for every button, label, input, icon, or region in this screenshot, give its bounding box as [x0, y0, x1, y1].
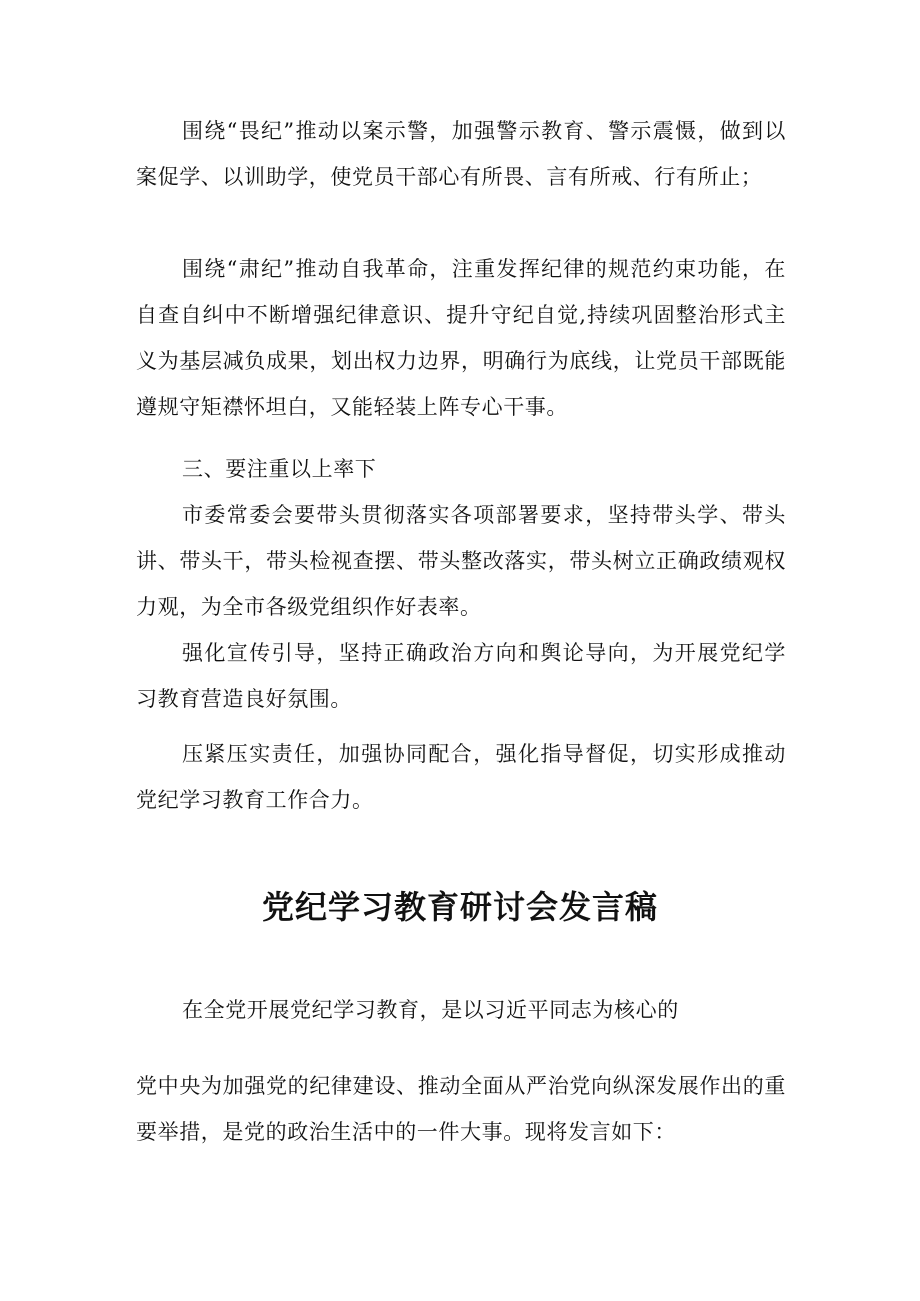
paragraph-suji: 围绕“肃纪”推动自我革命，注重发挥纪律的规范约束功能，在自查自纠中不断增强纪律意识、提升守纪自觉,持续巩固整治形式主义为基层减负成果，划出权力边界，明确行为底线，让党员干部既能遵规守矩襟怀坦白，又能轻装上阵专心干事。 [136, 257, 786, 419]
intro-continuation: 党中央为加强党的纪律建设、推动全面从严治党向纵深发展作出的重要举措，是党的政治生活中的一件大事。现将发言如下： [136, 1074, 786, 1144]
paragraph-standing-committee: 市委常委会要带头贯彻落实各项部署要求，坚持带头学、带头讲、带头干，带头检视查摆、带头整改落实，带头树立正确政绩观权力观，为全市各级党组织作好表率。 [136, 503, 786, 619]
paragraph-responsibility: 压紧压实责任，加强协同配合，强化指导督促，切实形成推动党纪学习教育工作合力。 [136, 742, 786, 812]
intro-first-line: 在全党开展党纪学习教育，是以习近平同志为核心的 [182, 998, 679, 1022]
paragraph-weiji: 围绕“畏纪”推动以案示警，加强警示教育、警示震慑，做到以案促学、以训助学，使党员干部心有所畏、言有所戒、行有所止； [136, 119, 786, 189]
paragraph-publicity: 强化宣传引导，坚持正确政治方向和舆论导向，为开展党纪学习教育营造良好氛围。 [136, 641, 786, 711]
article-title: 党纪学习教育研讨会发言稿 [261, 888, 658, 926]
section-heading-3: 三、要注重以上率下 [182, 457, 377, 481]
